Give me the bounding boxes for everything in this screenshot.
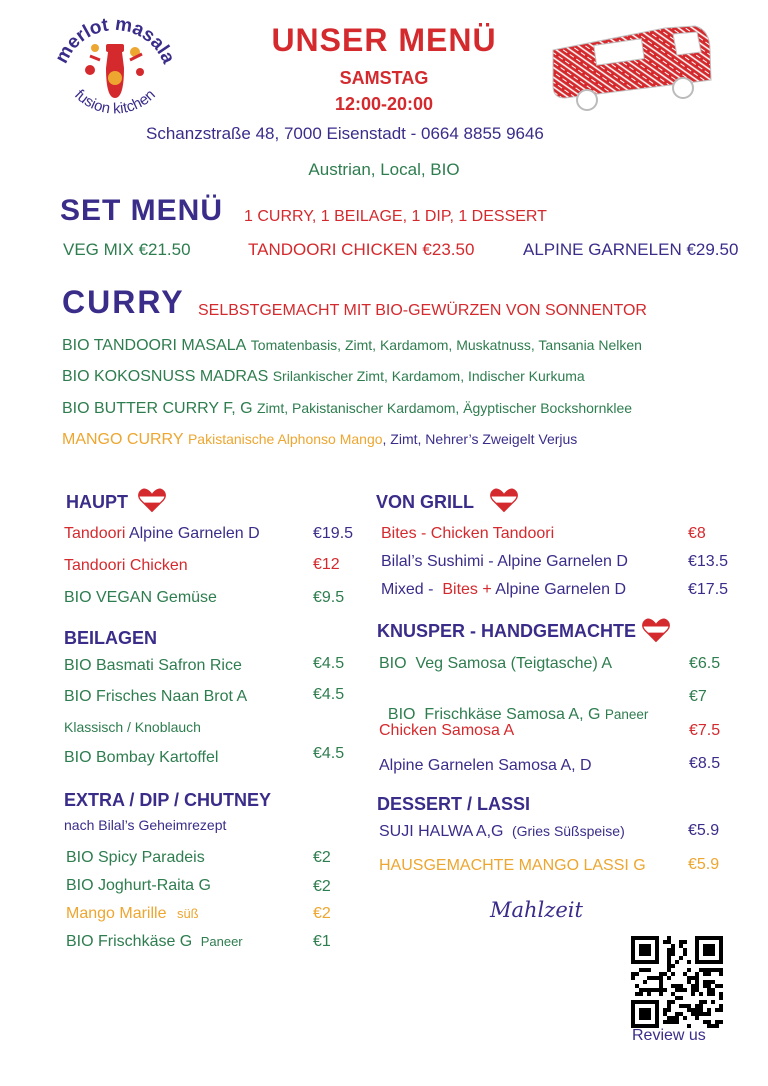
page-title: UNSER MENÜ — [271, 22, 497, 58]
item-name: BIO Frischkäse G — [66, 933, 193, 950]
menu-item: Bilal’s Sushimi - Alpine Garnelen D — [381, 553, 628, 570]
austria-heart-icon — [642, 616, 670, 644]
menu-item — [66, 905, 199, 923]
item-price: €17.5 — [688, 581, 729, 598]
menu-item: BIO VEGAN Gemüse — [64, 589, 217, 606]
set-menu-title: SET MENÜ — [60, 194, 224, 227]
item-price: €4.5 — [313, 745, 345, 762]
austria-heart-icon — [138, 486, 166, 514]
item-price: €6.5 — [689, 655, 721, 672]
menu-item: Tandoori Chicken — [64, 557, 188, 574]
item-note: Klassisch / Knoblauch — [64, 719, 201, 735]
item-price: €8.5 — [689, 755, 721, 772]
item-price: €7 — [689, 688, 707, 705]
day-label: SAMSTAG — [339, 68, 429, 88]
beilagen-title: BEILAGEN — [64, 628, 158, 648]
item-price: €2 — [313, 878, 331, 895]
curry-subtitle: SELBSTGEMACHT MIT BIO-GEWÜRZEN VON SONNENTOR — [198, 302, 647, 319]
item-name: Alpine Garnelen D — [491, 581, 627, 598]
item-price: €7.5 — [689, 722, 721, 739]
curry-name: BIO TANDOORI MASALA — [62, 337, 247, 354]
set-option-chicken: TANDOORI CHICKEN €23.50 — [248, 240, 475, 259]
curry-title: CURRY — [62, 284, 185, 320]
curry-item — [62, 400, 632, 418]
curry-desc: Pakistanische Alphonso Mango — [187, 431, 383, 447]
signoff: Mahlzeit — [490, 898, 583, 922]
svg-text:merlot masala: merlot masala — [51, 13, 179, 67]
menu-item: BIO Spicy Paradeis — [66, 849, 205, 866]
curry-item — [62, 337, 642, 355]
qr-code[interactable] — [631, 936, 723, 1028]
item-name: Alpine Garnelen D — [125, 525, 260, 542]
item-price: €2 — [313, 905, 331, 922]
item-price: €5.9 — [688, 822, 720, 839]
item-note: süß — [176, 906, 199, 921]
curry-item — [62, 431, 577, 449]
grill-title — [376, 490, 518, 514]
item-name: Mango Marille — [66, 905, 167, 922]
review-link[interactable]: Review us — [632, 1027, 706, 1044]
menu-item: BIO Basmati Safron Rice — [64, 657, 242, 674]
opening-hours: 12:00-20:00 — [334, 94, 434, 114]
menu-item: BIO Bombay Kartoffel — [64, 749, 219, 766]
curry-desc: Srilankischer Zimt, Kardamom, Indischer Kurkuma — [272, 368, 585, 384]
item-price: €1 — [313, 933, 331, 950]
item-name: SUJI HALWA A,G — [379, 823, 504, 840]
menu-item: Chicken Samosa A — [379, 722, 515, 739]
menu-item — [64, 525, 260, 543]
curry-desc: Tomatenbasis, Zimt, Kardamom, Muskatnuss, Tansania Nelken — [250, 337, 642, 353]
austria-heart-icon — [490, 486, 518, 514]
dessert-title: DESSERT / LASSI — [377, 794, 531, 814]
item-note: Paneer — [604, 707, 649, 722]
menu-item: Bites - Chicken Tandoori — [381, 525, 555, 542]
menu-item — [379, 823, 625, 841]
item-price: €8 — [688, 525, 706, 542]
curry-desc: Zimt, Pakistanischer Kardamom, Ägyptischer Bockshornklee — [257, 400, 633, 416]
item-price: €12 — [313, 556, 340, 573]
menu-item — [381, 581, 626, 599]
item-price: €4.5 — [313, 655, 345, 672]
item-price: €13.5 — [688, 553, 729, 570]
knusper-title — [377, 618, 670, 644]
menu-item: Alpine Garnelen Samosa A, D — [379, 757, 592, 774]
set-option-garnelen: ALPINE GARNELEN €29.50 — [523, 240, 739, 259]
curry-name: MANGO CURRY — [62, 431, 184, 448]
curry-name: BIO BUTTER CURRY F, G — [62, 400, 253, 417]
grill-label: VON GRILL — [376, 491, 474, 512]
tags: Austrian, Local, BIO — [308, 160, 460, 179]
item-price: €5.9 — [688, 856, 720, 873]
item-price: €4.5 — [313, 686, 345, 703]
item-name: Tandoori — [64, 525, 126, 542]
item-note: (Gries Süßspeise) — [511, 823, 625, 839]
item-note: Paneer — [200, 934, 243, 949]
haupt-label: HAUPT — [66, 491, 128, 512]
set-menu-subtitle: 1 CURRY, 1 BEILAGE, 1 DIP, 1 DESSERT — [244, 208, 547, 225]
item-price: €9.5 — [313, 589, 345, 606]
set-option-veg: VEG MIX €21.50 — [63, 240, 191, 259]
menu-item — [379, 688, 648, 724]
curry-item — [62, 368, 585, 386]
item-name: Bites + — [442, 581, 492, 598]
item-name: BIO Frischkäse Samosa A, G — [387, 706, 601, 723]
extra-title: EXTRA / DIP / CHUTNEY — [64, 790, 272, 810]
item-price: €19.5 — [313, 525, 354, 542]
item-price: €2 — [313, 849, 331, 866]
menu-item — [66, 933, 243, 951]
curry-name: BIO KOKOSNUSS MADRAS — [62, 368, 269, 385]
menu-item: HAUSGEMACHTE MANGO LASSI G — [379, 857, 646, 874]
item-name: Mixed - — [381, 581, 438, 598]
knusper-label: KNUSPER - HANDGEMACHTE — [377, 620, 637, 641]
haupt-title — [66, 490, 166, 514]
menu-item: BIO Veg Samosa (Teigtasche) A — [379, 655, 613, 672]
extra-note: nach Bilal’s Geheimrezept — [64, 817, 227, 833]
menu-item: BIO Frisches Naan Brot A — [64, 688, 248, 705]
address: Schanzstraße 48, 7000 Eisenstadt - 0664 8855 9646 — [146, 124, 544, 143]
menu-item: BIO Joghurt-Raita G — [66, 877, 211, 894]
svg-text:fusion kitchen: fusion kitchen — [71, 86, 159, 118]
curry-desc: , Zimt, Nehrer’s Zweigelt Verjus — [382, 431, 578, 447]
